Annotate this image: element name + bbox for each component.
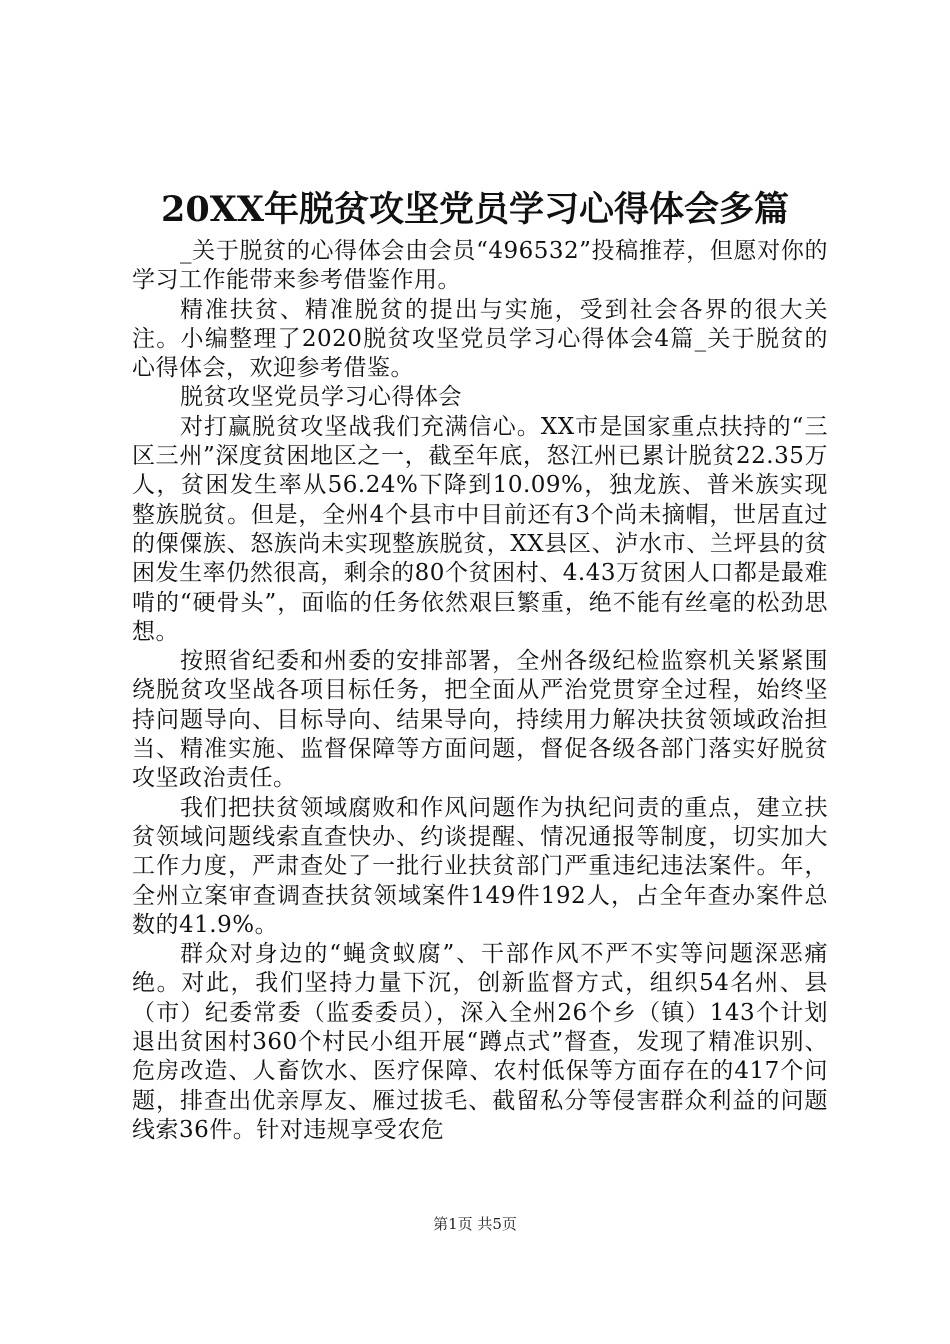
- page-footer: 第1页 共5页: [433, 1215, 517, 1233]
- paragraph-accountability: 我们把扶贫领域腐败和作风问题作为执纪问责的重点，建立扶贫领域问题线索直查快办、约谈提醒、情况通报等制度，切实加大工作力度，严肃查处了一批行业扶贫部门严重违纪违法案件。年，全州立案审查调查扶贫领域案件149件192人，占全年查办案件总数的41.9%。: [132, 794, 828, 938]
- document-body: [132, 237, 828, 1145]
- paragraph-confidence: 对打赢脱贫攻坚战我们充满信心。XX市是国家重点扶持的“三区三州”深度贫困地区之一，截至年底，怒江州已累计脱贫22.35万人，贫困发生率从56.24%下降到10.09%，独龙族、普米族实现整族脱贫。但是，全州4个县市中目前还有3个尚未摘帽，世居直过的傈僳族、怒族尚未实现整族脱贫，XX县区、泸水市、兰坪县的贫困发生率仍然很高，剩余的80个贫困村、4.43万贫困人口都是最难啃的“硬骨头”，面临的任务依然艰巨繁重，绝不能有丝毫的松劲思想。: [132, 413, 828, 645]
- paragraph-summary: 精准扶贫、精准脱贫的提出与实施，受到社会各界的很大关注。小编整理了2020脱贫攻坚党员学习心得体会4篇_关于脱贫的心得体会，欢迎参考借鉴。: [132, 296, 828, 382]
- paragraph-supervision: 群众对身边的“蝇贪蚁腐”、干部作风不严不实等问题深恶痛绝。对此，我们坚持力量下沉，创新监督方式，组织54名州、县（市）纪委常委（监委委员），深入全州26个乡（镇）143个计划退出贫困村360个村民小组开展“蹲点式”督查，发现了精准识别、危房改造、人畜饮水、医疗保障、农村低保等方面存在的417个问题，排查出优亲厚友、雁过拔毛、截留私分等侵害群众利益的问题线索36件。针对违规享受农危: [132, 941, 828, 1143]
- section-heading: 脱贫攻坚党员学习心得体会: [180, 384, 462, 411]
- document-title: 20XX年脱贫攻坚党员学习心得体会多篇: [160, 189, 790, 230]
- paragraph-intro: _关于脱贫的心得体会由会员“496532”投稿推荐，但愿对你的学习工作能带来参考借鉴作用。: [132, 238, 828, 294]
- paragraph-deployment: 按照省纪委和州委的安排部署，全州各级纪检监察机关紧紧围绕脱贫攻坚战各项目标任务，把全面从严治党贯穿全过程，始终坚持问题导向、目标导向、结果导向，持续用力解决扶贫领域政治担当、精准实施、监督保障等方面问题，督促各级各部门落实好脱贫攻坚政治责任。: [132, 648, 828, 792]
